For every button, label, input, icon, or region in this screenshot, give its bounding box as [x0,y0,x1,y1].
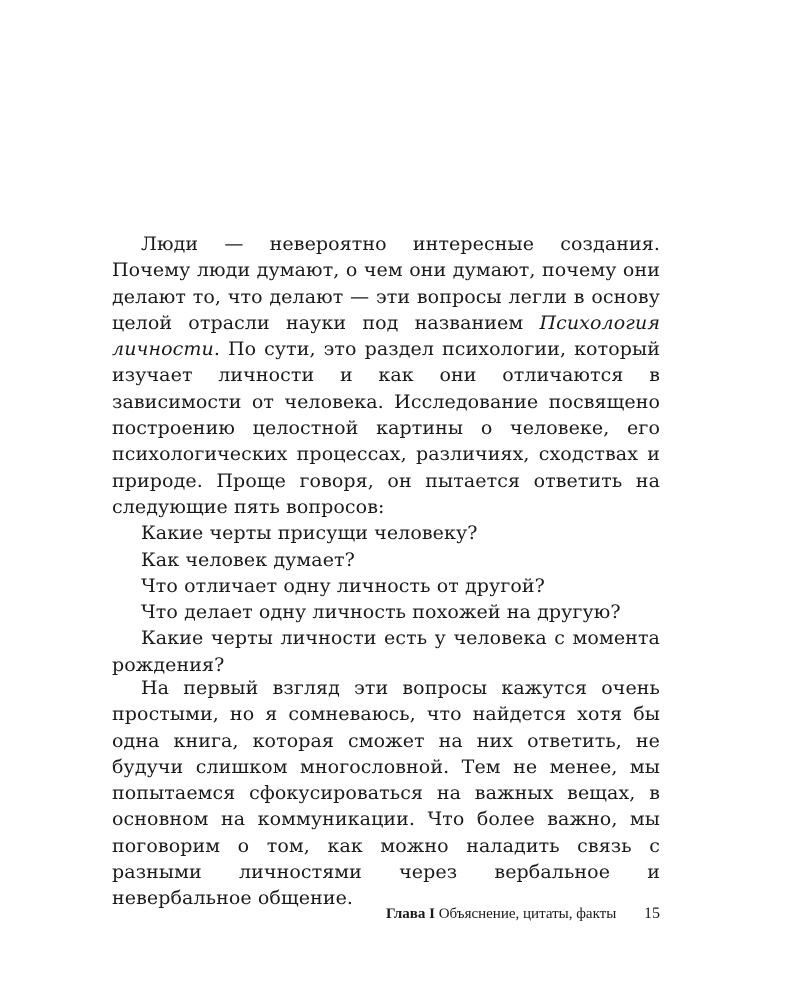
page-footer [386,904,660,924]
intro-text-start: Люди — невероятно интересные создания. Почему люди думают, о чем они думают, почему они делают то, что делают — эти вопросы легли в основу целой отрасли науки под названием [112,233,660,334]
second-paragraph: На первый взгляд эти вопросы кажутся очень простыми, но я сомневаюсь, что найдется хотя бы одна книга, которая сможет на них ответить, не будучи слишком многословной. Тем не менее, мы попытаемся сфокусироваться на важных вещах, в основном на коммуникации. Что более важно, мы поговорим о том, как можно наладить связь с разными личностями через вербальное и невербальное общение. [112,677,660,910]
paragraph-block-2 [112,675,660,912]
italic-term: Психология личности [112,311,660,361]
question-item: Что отличает одну личность от другой? [141,574,545,597]
paragraph-block-1 [112,231,660,678]
page-number: 15 [644,905,660,922]
chapter-label: Глава I [386,906,435,922]
question-item: Какие черты личности есть у человека с момента рождения? [112,627,660,676]
questions-list [112,520,660,678]
question-item: Как человек думает? [141,548,355,571]
question-item: Что делает одну личность похожей на другую? [141,601,621,624]
chapter-title: Объяснение, цитаты, факты [438,906,617,922]
question-item: Какие черты присущи человеку? [141,522,478,545]
intro-paragraph [112,231,660,520]
intro-text-end: . По сути, это раздел психологии, который изучает личности и как они отличаются в зависимости от человека. Исследование посвящено построению целостной картины о человеке, его психологических процессах, различиях, сходствах и природе. Проще говоря, он пытается ответить на следующие пять вопросов: [112,338,660,518]
